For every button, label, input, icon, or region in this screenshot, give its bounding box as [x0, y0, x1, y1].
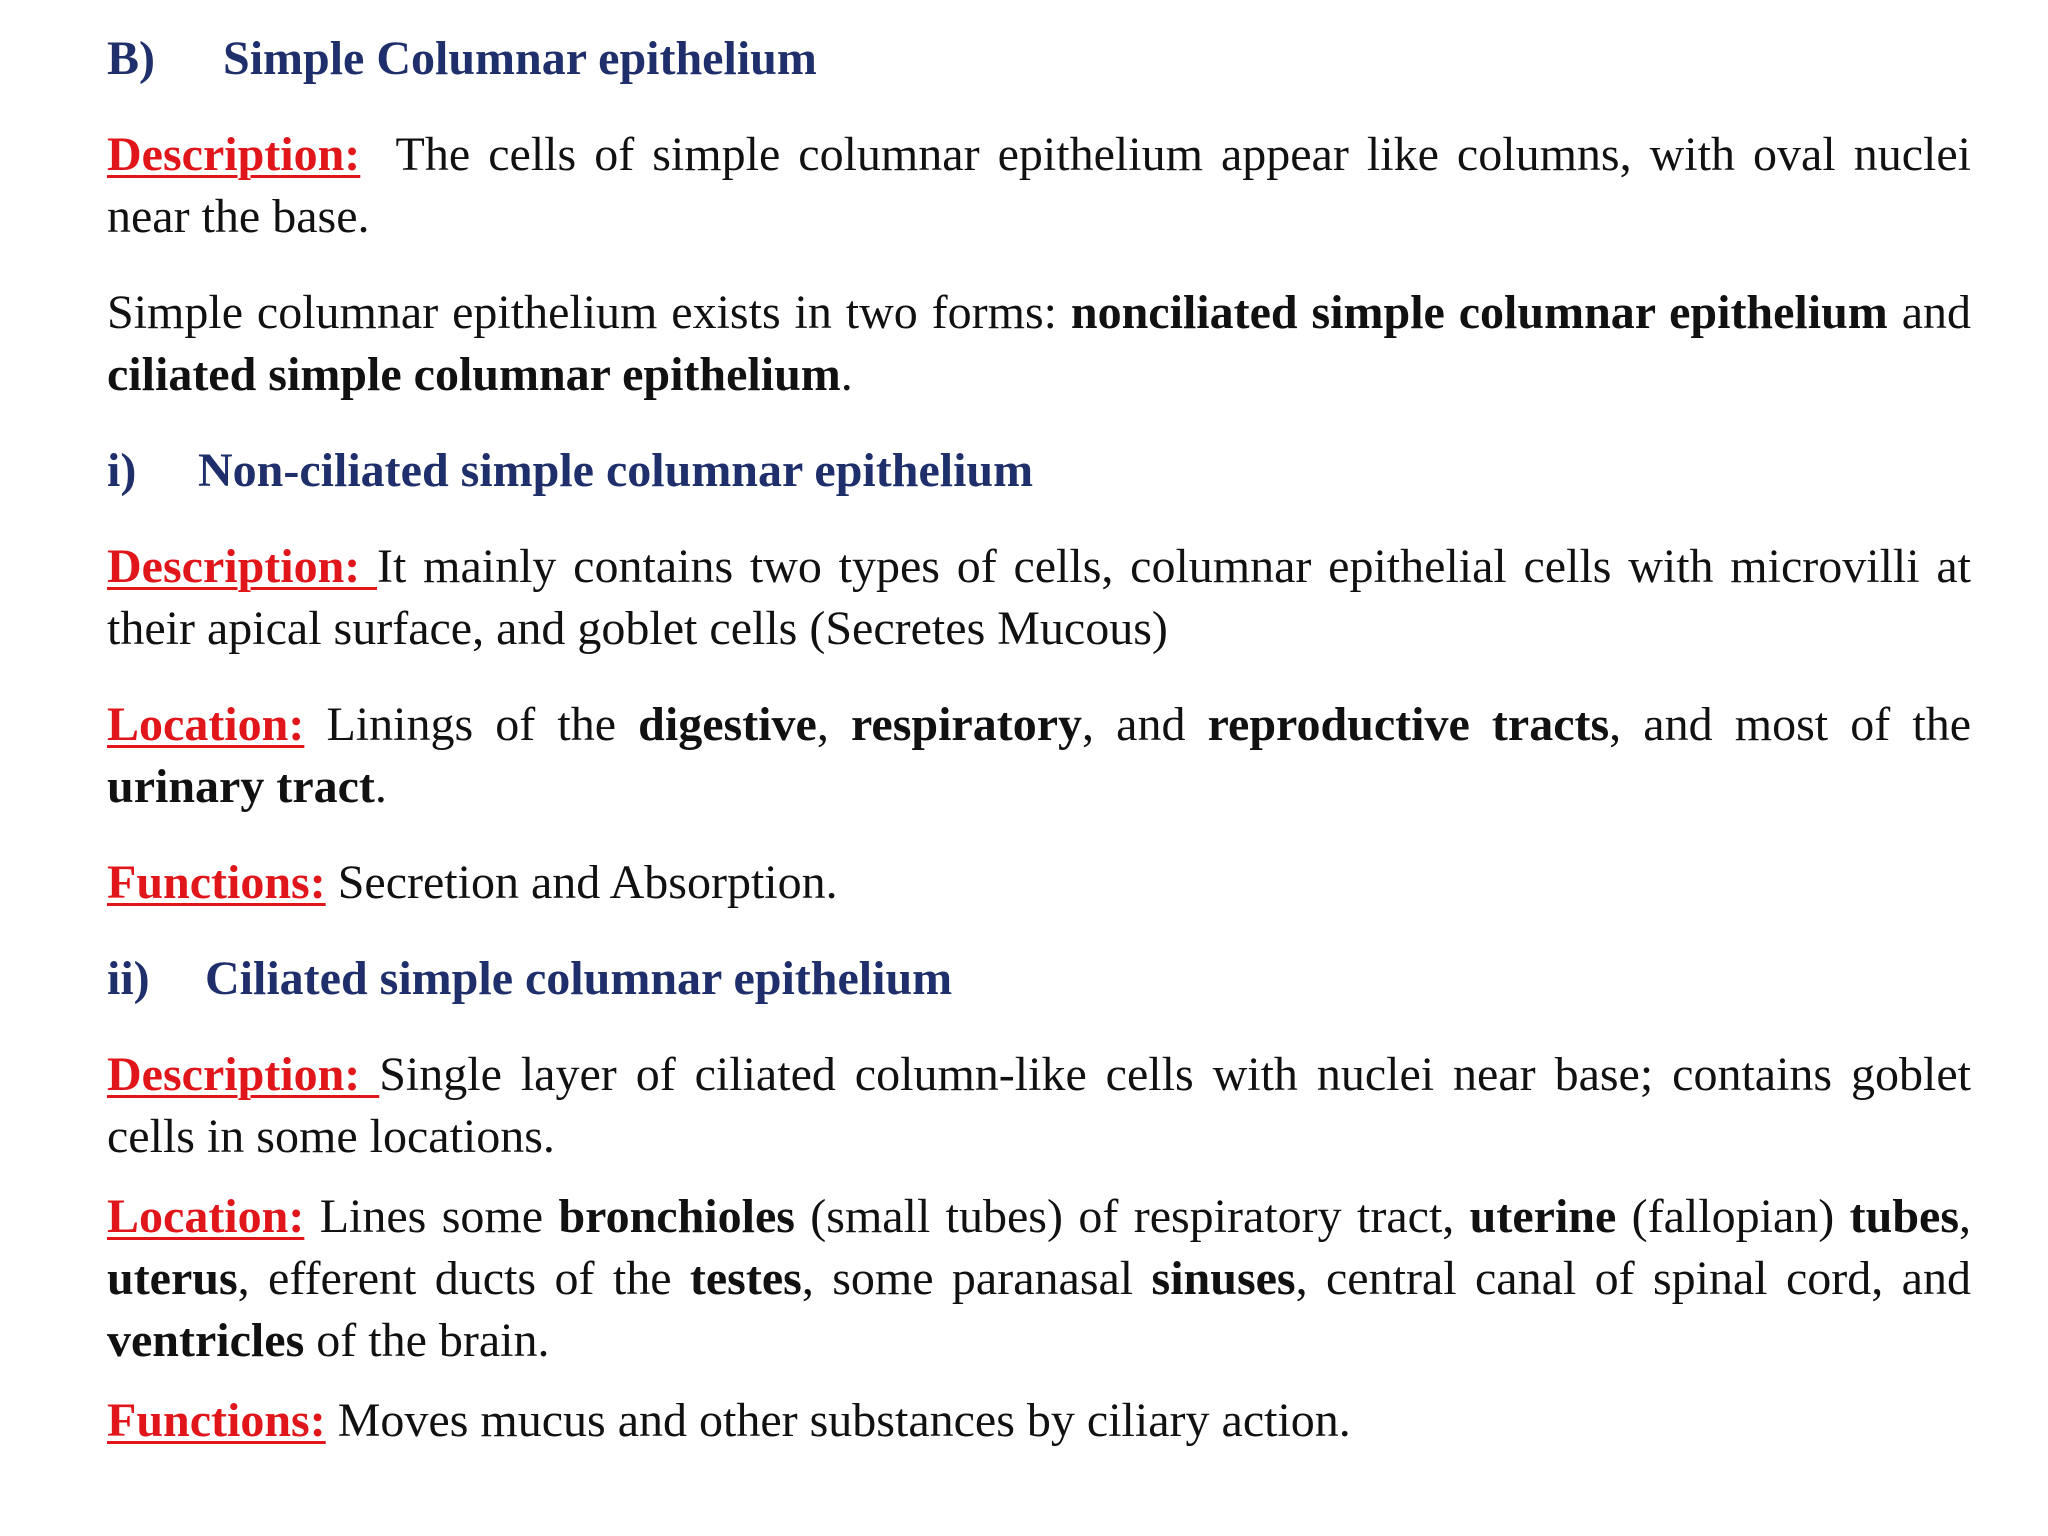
- section-i-title: Non-ciliated simple columnar epithelium: [198, 444, 1034, 497]
- location-text: ,: [816, 698, 851, 751]
- forms-term-ciliated: ciliated simple columnar epithelium: [107, 348, 841, 401]
- section-ii-location: [107, 1186, 1971, 1372]
- forms-term-nonciliated: nonciliated simple columnar epithelium: [1070, 286, 1888, 339]
- location-text: Linings of the: [304, 698, 639, 751]
- section-i-heading: [107, 440, 1971, 502]
- description-label: Description:: [107, 128, 361, 181]
- section-ii-title: Ciliated simple columnar epithelium: [205, 952, 953, 1005]
- functions-label: Functions:: [107, 1394, 326, 1447]
- functions-label: Functions:: [107, 856, 326, 909]
- location-text: (small tubes) of respiratory tract,: [794, 1190, 1470, 1243]
- location-term: sinuses: [1151, 1252, 1296, 1305]
- location-label: Location:: [107, 1190, 305, 1243]
- location-text: .: [374, 760, 387, 813]
- location-term: digestive: [638, 698, 817, 751]
- forms-intro: Simple columnar epithelium exists in two forms:: [107, 286, 1071, 339]
- section-b-title: Simple Columnar epithelium: [223, 32, 817, 85]
- location-term: ventricles: [107, 1314, 305, 1367]
- section-ii-heading: [107, 948, 1971, 1010]
- location-text: Lines some: [304, 1190, 559, 1243]
- location-term: bronchioles: [558, 1190, 795, 1243]
- location-text: ,: [1959, 1190, 1971, 1243]
- section-b-heading: [107, 28, 1971, 90]
- document-page: [107, 28, 1971, 1452]
- forms-and: and: [1887, 286, 1971, 339]
- location-text: , central canal of spinal cord, and: [1295, 1252, 1971, 1305]
- location-term: uterus: [107, 1252, 238, 1305]
- location-text: , some paranasal: [801, 1252, 1152, 1305]
- description-label: Description:: [107, 540, 378, 593]
- description-text: Single layer of ciliated column-like cells with nuclei near base; contains goblet cells in some locations.: [107, 1048, 1972, 1163]
- description-text: It mainly contains two types of cells, columnar epithelial cells with microvilli at their apical surface, and goblet cells (Secretes Mucous): [107, 540, 1971, 655]
- location-text: of the brain.: [304, 1314, 550, 1367]
- section-ii-functions: [107, 1390, 1971, 1452]
- location-term: reproductive tracts: [1207, 698, 1610, 751]
- section-ii-description: [107, 1044, 1971, 1168]
- functions-text: Moves mucus and other substances by ciliary action.: [325, 1394, 1351, 1447]
- section-ii-number: ii): [107, 952, 150, 1005]
- description-text: The cells of simple columnar epithelium appear like columns, with oval nuclei near the base.: [107, 128, 1971, 243]
- forms-end: .: [840, 348, 853, 401]
- location-label: Location:: [107, 698, 305, 751]
- location-term: tubes: [1849, 1190, 1959, 1243]
- description-label: Description:: [107, 1048, 380, 1101]
- location-term: urinary tract: [107, 760, 375, 813]
- location-term: respiratory: [850, 698, 1082, 751]
- section-i-functions: [107, 852, 1971, 914]
- section-i-description: [107, 536, 1971, 660]
- section-b-forms: [107, 282, 1971, 406]
- location-term: testes: [689, 1252, 802, 1305]
- functions-text: Secretion and Absorption.: [325, 856, 838, 909]
- location-text: , efferent ducts of the: [237, 1252, 690, 1305]
- location-term: uterine: [1469, 1190, 1617, 1243]
- location-text: , and most of the: [1609, 698, 1971, 751]
- location-text: , and: [1082, 698, 1208, 751]
- section-b-description: [107, 124, 1971, 248]
- location-text: (fallopian): [1616, 1190, 1850, 1243]
- section-i-location: [107, 694, 1971, 818]
- section-b-number: B): [107, 32, 155, 85]
- section-i-number: i): [107, 444, 137, 497]
